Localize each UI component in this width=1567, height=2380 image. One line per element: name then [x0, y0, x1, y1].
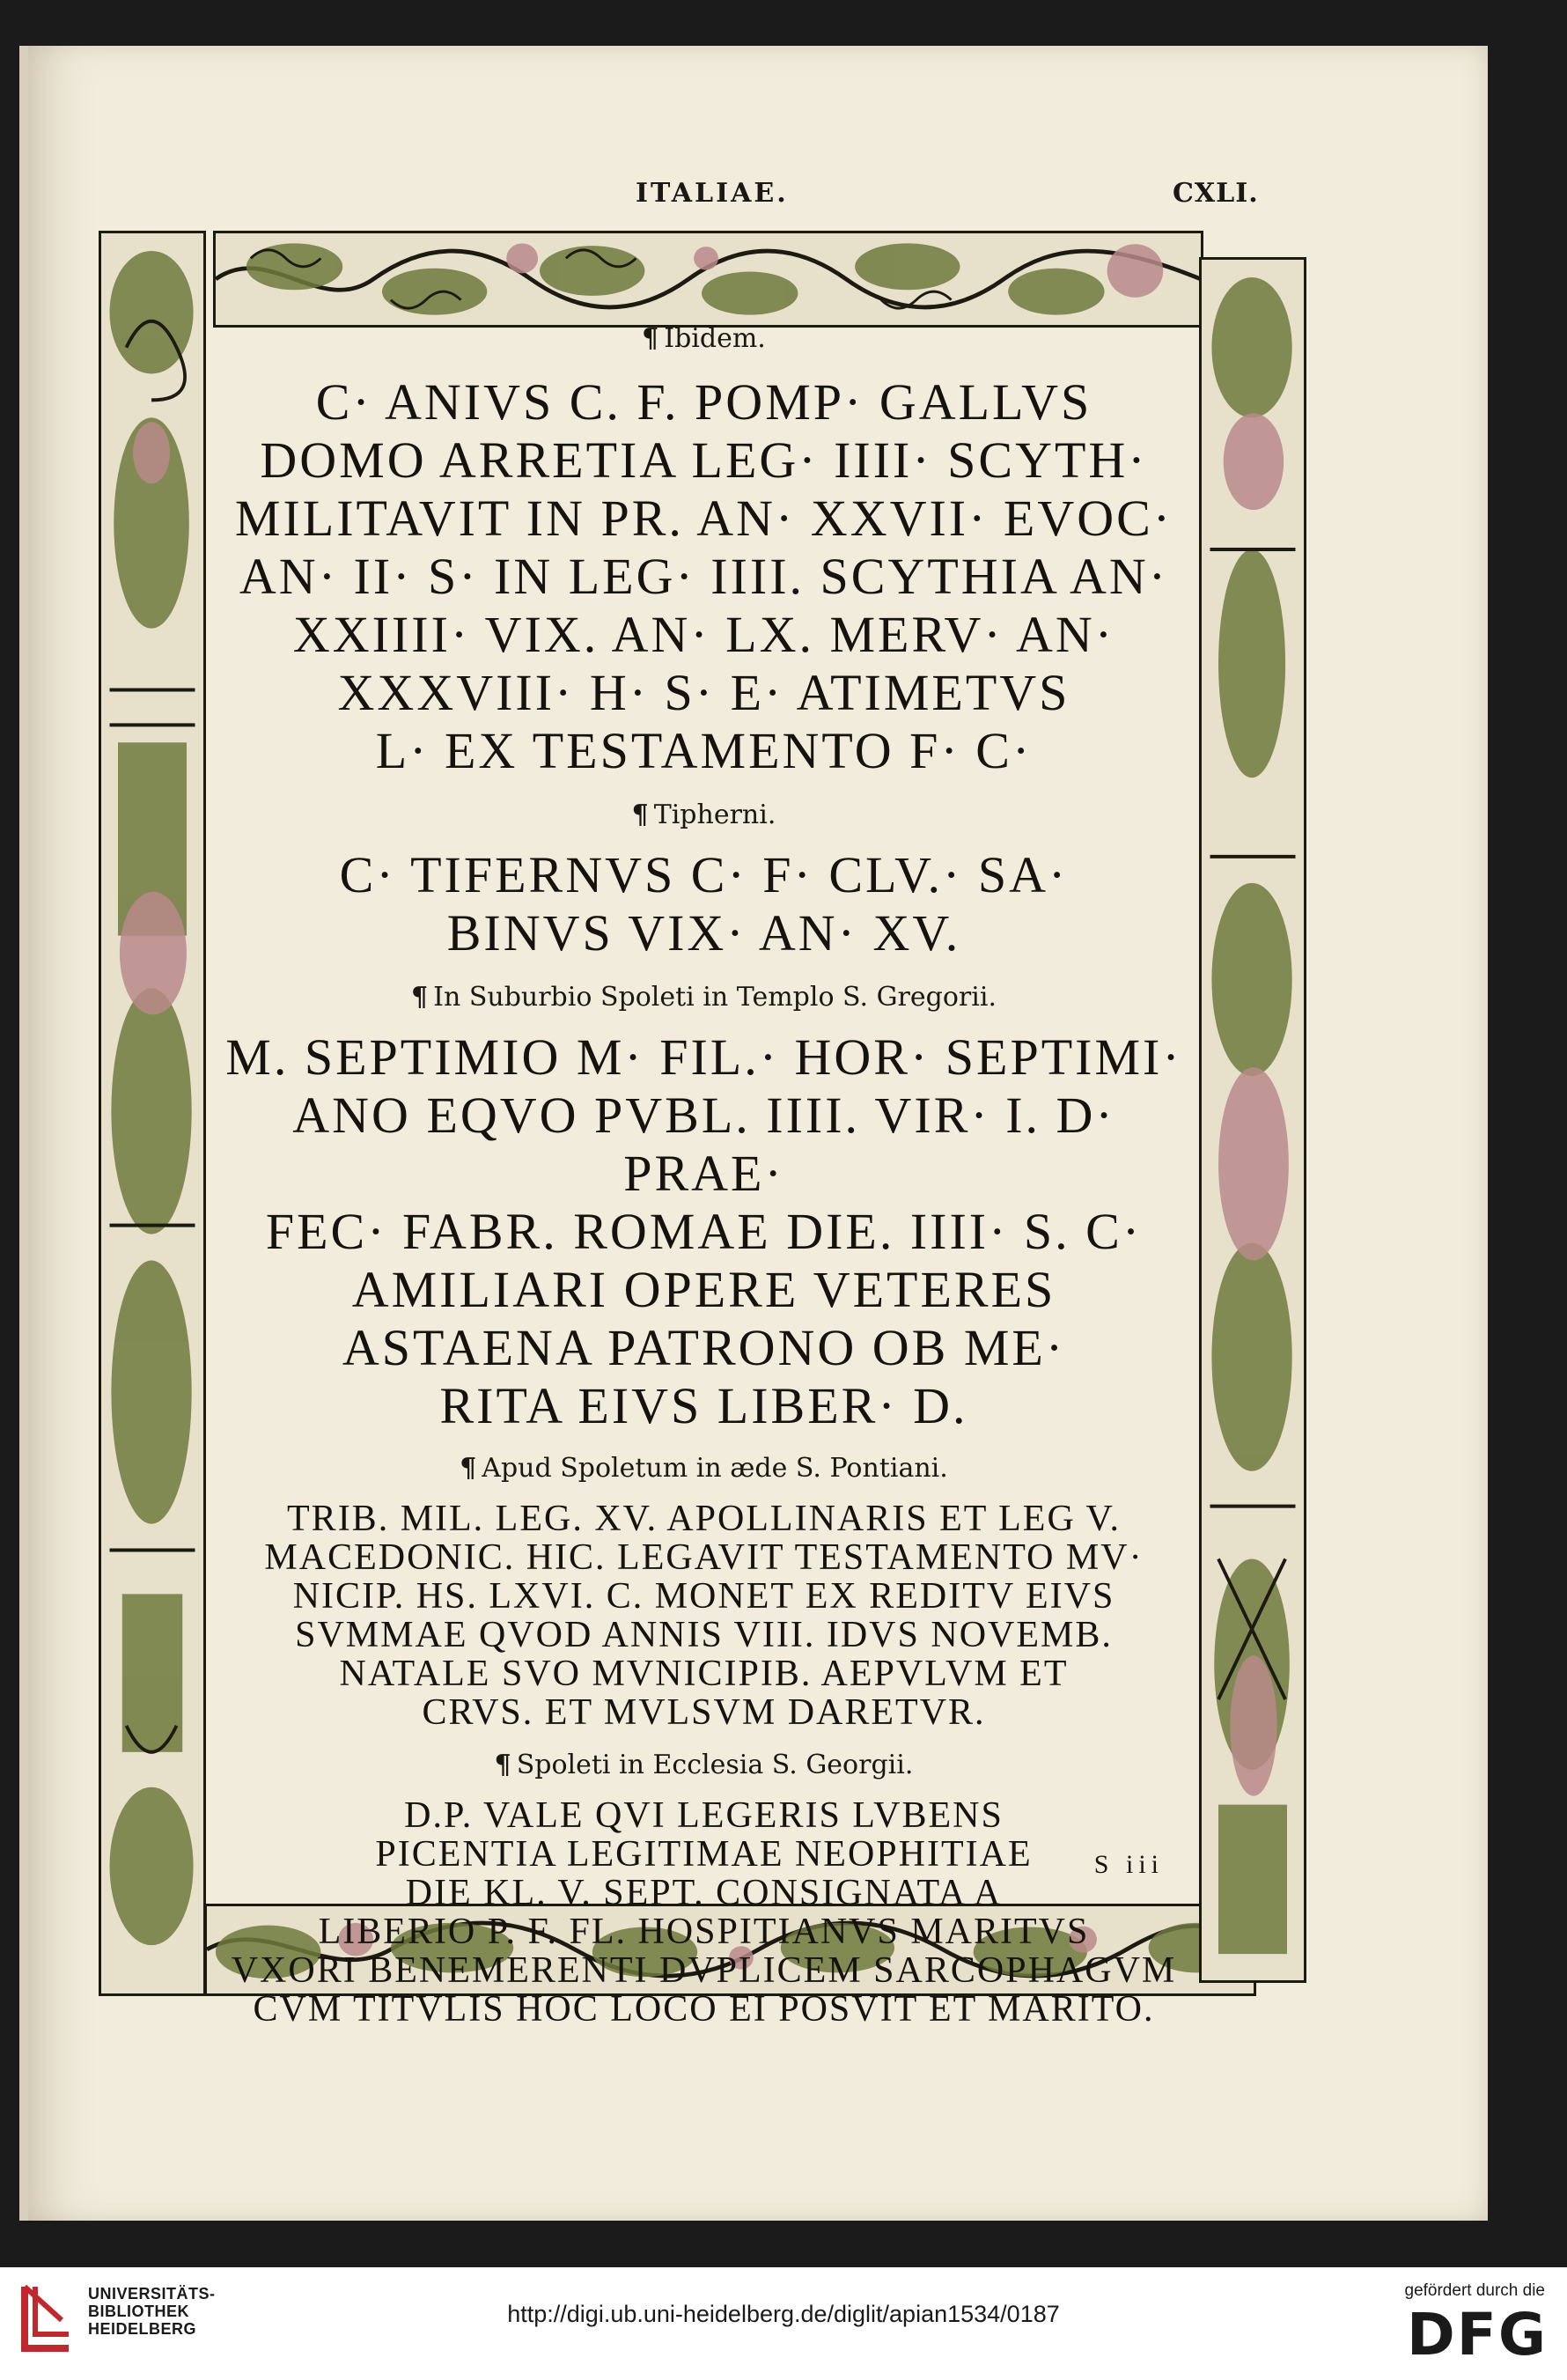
inscription-line: C· ANIVS C. F. POMP· GALLVS — [315, 373, 1092, 431]
inscription-line: RITA EIVS LIBER· D. — [439, 1377, 968, 1434]
pilcrow-icon: ¶ — [411, 982, 429, 1013]
border-left-ornament — [99, 231, 206, 1996]
inscription-line: BINVS VIX· AN· XV. — [446, 904, 961, 962]
inscription-line: DIE KL. V. SEPT. CONSIGNATA A — [405, 1873, 1003, 1913]
rubric: ¶ Tipherni. — [631, 799, 776, 830]
dfg-logo: DFG — [1406, 2301, 1548, 2369]
pilcrow-icon: ¶ — [494, 1750, 511, 1780]
pilcrow-icon: ¶ — [642, 323, 659, 354]
pilcrow-icon: ¶ — [631, 799, 649, 830]
inscription-line: AMILIARI OPERE VETERES — [351, 1261, 1056, 1318]
rubric: ¶ Apud Spoletum in æde S. Pontiani. — [460, 1453, 948, 1484]
inscription-line: FEC· FABR. ROMAE DIE. IIII· S. C· — [265, 1203, 1143, 1260]
inscription — [209, 1499, 1199, 1732]
signature-mark: S iii — [1093, 1850, 1164, 1879]
inscription — [209, 1796, 1199, 2029]
section-4 — [209, 1453, 1199, 1732]
inscription-line: L· EX TESTAMENTO F· C· — [375, 722, 1033, 779]
pilcrow-icon: ¶ — [460, 1453, 477, 1484]
inscription-line: NATALE SVO MVNICIPIB. AEPVLVM ET — [339, 1654, 1069, 1694]
inscription — [209, 846, 1199, 962]
inscription-line: M. SEPTIMIO M· FIL.· HOR· SEPTIMI· — [225, 1028, 1182, 1086]
inscription-line: SVMMAE QVOD ANNIS VIII. IDVS NOVEMB. — [295, 1615, 1113, 1655]
inscription-text-block — [209, 323, 1199, 2030]
section-5 — [209, 1750, 1199, 2029]
inscription-line: VXORI BENEMERENTI DVPLICEM SARCOPHAGVM — [231, 1950, 1177, 1991]
border-right-ornament — [1199, 257, 1306, 1983]
inscription-line: AN· II· S· IN LEG· IIII. SCYTHIA AN· — [239, 548, 1169, 605]
inscription-line: CVM TITVLIS HOC LOCO EI POSVIT ET MARITO. — [253, 1989, 1155, 2030]
inscription — [209, 1028, 1199, 1435]
rubric: ¶ In Suburbio Spoleti in Templo S. Gregorii. — [411, 982, 997, 1013]
funding-label: gefördert durch die — [1404, 2281, 1545, 2300]
book-page — [19, 46, 1488, 2221]
inscription-line: LIBERIO P. F. FL. HOSPITIANVS MARITVS — [318, 1912, 1090, 1952]
border-top-ornament — [213, 231, 1203, 328]
section-3 — [209, 982, 1199, 1435]
rubric: ¶ Spoleti in Ecclesia S. Georgii. — [494, 1750, 914, 1780]
footer — [0, 2267, 1567, 2380]
folio-number: CXLI. — [1173, 178, 1259, 209]
inscription-line: D.P. VALE QVI LEGERIS LVBENS — [404, 1795, 1004, 1836]
section-1 — [209, 323, 1199, 780]
source-url-link[interactable]: http://digi.ub.uni-heidelberg.de/diglit/apian1534/0187 — [507, 2301, 1060, 2327]
inscription-line: MACEDONIC. HIC. LEGAVIT TESTAMENTO MV· — [264, 1537, 1144, 1578]
inscription-line: PICENTIA LEGITIMAE NEOPHITIAE — [375, 1834, 1033, 1875]
running-head: ITALIAE. — [636, 178, 789, 209]
rubric: ¶ Ibidem. — [642, 323, 766, 354]
inscription-line: TRIB. MIL. LEG. XV. APOLLINARIS ET LEG V. — [287, 1499, 1121, 1539]
inscription-line: ASTAENA PATRONO OB ME· — [342, 1319, 1066, 1376]
inscription-line: C· TIFERNVS C· F· CLV.· SA· — [339, 846, 1069, 903]
inscription — [209, 373, 1199, 780]
inscription-line: NICIP. HS. LXVI. C. MONET EX REDITV EIVS — [292, 1576, 1115, 1617]
inscription-line: ANO EQVO PVBL. IIII. VIR· I. D· PRAE· — [292, 1087, 1115, 1202]
inscription-line: XXXVIII· H· S· E· ATIMETVS — [337, 664, 1070, 721]
inscription-line: MILITAVIT IN PR. AN· XXVII· EVOC· — [234, 490, 1173, 547]
library-name: UNIVERSITÄTS- BIBLIOTHEK HEIDELBERG — [88, 2285, 216, 2338]
inscription-line: CRVS. ET MVLSVM DARETVR. — [422, 1692, 986, 1733]
inscription-line: DOMO ARRETIA LEG· IIII· SCYTH· — [260, 431, 1148, 489]
section-2 — [209, 799, 1199, 962]
inscription-line: XXIIII· VIX. AN· LX. MERV· AN· — [292, 606, 1115, 663]
